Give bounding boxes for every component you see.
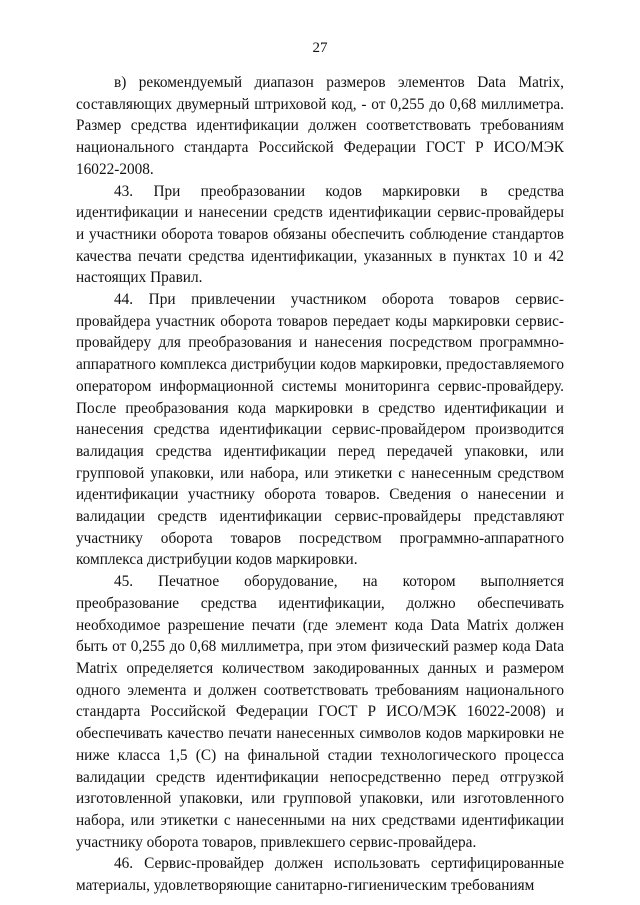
paragraph-46: 46. Сервис-провайдер должен использовать сертифицированные материалы, удовлетворяющие санитарно-гигиеническим требованиям	[76, 855, 564, 895]
page-number: 27	[312, 40, 328, 56]
paragraph-44: 44. При привлечении участником оборота товаров сервис-провайдера участник оборота товаров передает коды маркировки сервис-провайдеру для преобразования и нанесения посредством программно-аппаратного комплекса дистрибуции кодов маркировки, предоставляемого оператором информационной системы мониторинга сервис-провайдеру. После преобразования кода маркировки в средство идентификации и нанесения средства идентификации сервис-провайдером производится валидация средства идентификации перед передачей упаковки, или групповой упаковки, или набора, или этикетки с нанесенным средством идентификации участнику оборота товаров. Сведения о нанесении и валидации средств идентификации сервис-провайдеры представляют участнику оборота товаров посредством программно-аппаратного комплекса дистрибуции кодов маркировки.	[76, 291, 564, 569]
document-body	[76, 72, 564, 897]
paragraph-43: 43. При преобразовании кодов маркировки в средства идентификации и нанесении средств идентификации сервис-провайдеры и участники оборота товаров обязаны обеспечить соблюдение стандартов качества печати средства идентификации, указанных в пунктах 10 и 42 настоящих Правил.	[76, 182, 564, 287]
paragraph-item-v: в) рекомендуемый диапазон размеров элементов Data Matrix, составляющих двумерный штриховой код, - от 0,255 до 0,68 миллиметра. Размер средства идентификации должен соответствовать требованиям национального стандарта Российской Федерации ГОСТ Р ИСО/МЭК 16022-2008.	[76, 74, 564, 178]
paragraph-45: 45. Печатное оборудование, на котором выполняется преобразование средства идентификации, должно обеспечивать необходимое разрешение печати (где элемент кода Data Matrix должен быть от 0,255 до 0,68 миллиметра, при этом физический размер кода Data Matrix определяется количеством закодированных данных и размером одного элемента и должен соответствовать требованиям национального стандарта Российской Федерации ГОСТ Р ИСО/МЭК 16022-2008) и обеспечивать качество печати нанесенных символов кодов маркировки не ниже класса 1,5 (С) на финальной стадии технологического процесса валидации средств идентификации непосредственно перед отгрузкой изготовленной упаковки, или групповой упаковки, или изготовленного набора, или этикетки с нанесенными на них средствами идентификации участнику оборота товаров, привлекшего сервис-провайдера.	[76, 573, 564, 851]
